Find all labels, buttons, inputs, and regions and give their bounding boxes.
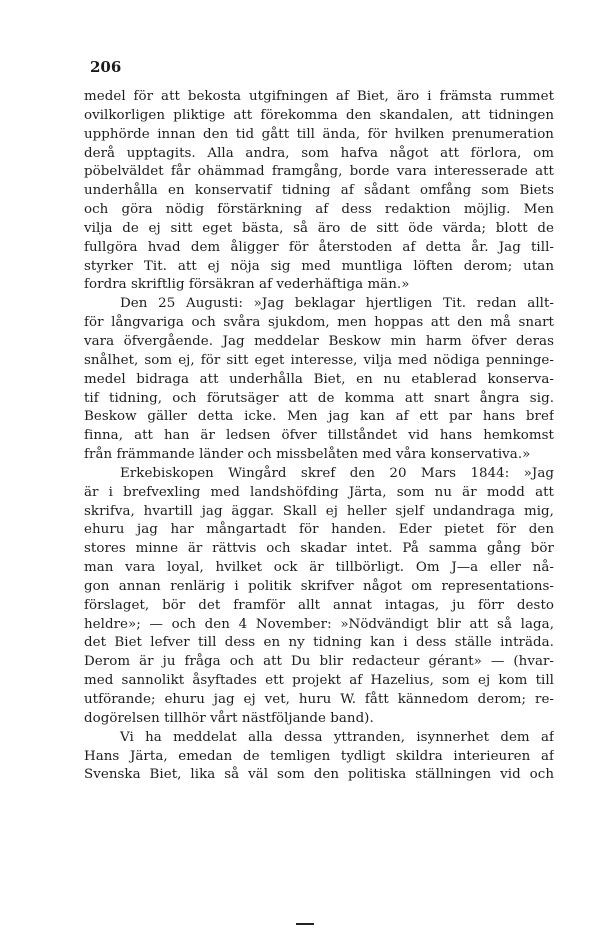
text-line: derå upptagits. Alla andra, som hafva något att förlora, om — [84, 145, 554, 161]
text-line: man vara loyal, hvilket ock är tillbörligt. Om J—a eller nå- — [84, 560, 554, 576]
text-line: ovilkorligen pliktige att förekomma den skandalen, att tidningen — [84, 107, 554, 123]
text-line: Vi ha meddelat alla dessa yttranden, isynnerhet dem af — [120, 729, 554, 745]
text-line: Svenska Biet, lika så väl som den politiska ställningen vid och — [84, 767, 554, 783]
text-line: det Biet lefver till dess en ny tidning kan i dess ställe inträda. — [84, 635, 554, 651]
body-text — [84, 88, 554, 785]
text-line: skrifva, hvartill jag äggar. Skall ej heller sjelf undandraga mig, — [84, 503, 554, 519]
text-line: underhålla en konservatif tidning af sådant omfång som Biets — [84, 183, 554, 199]
text-line: heldre»; — och den 4 November: »Nödvändigt blir att så laga, — [84, 616, 554, 632]
text-line: gon annan renlärig i politik skrifver något om representations- — [84, 578, 554, 594]
text-line: tif tidning, och förutsäger att de komma att snart ångra sig. — [84, 390, 554, 406]
page-number: 206 — [90, 58, 122, 76]
text-line: medel för att bekosta utgifningen af Biet, äro i främsta rummet — [84, 89, 554, 104]
text-line: stores minne är rättvis och skadar intet. På samma gång bör — [84, 541, 554, 557]
text-line: Beskow gäller detta icke. Men jag kan af ett par hans bref — [84, 409, 554, 425]
text-line: vilja de ej sitt eget bästa, så äro de sitt öde värda; blott de — [84, 220, 554, 236]
text-line: är i brefvexling med landshöfding Järta, som nu är modd att — [84, 484, 554, 500]
text-line: Den 25 Augusti: »Jag beklagar hjertligen Tit. redan allt- — [120, 296, 554, 312]
text-line: med sannolikt åsyftades ett projekt af Hazelius, som ej kom till — [84, 673, 554, 689]
text-line: upphörde innan den tid gått till ända, för hvilken prenumeration — [84, 126, 554, 142]
text-line: och göra nödig förstärkning af dess redaktion möjlig. Men — [84, 202, 554, 218]
text-line: pöbelväldet får ohämmad framgång, borde vara interesserade att — [84, 164, 554, 180]
text-line: från främmande länder och missbelåten med våra konservativa.» — [84, 447, 531, 463]
text-line: styrker Tit. att ej nöja sig med muntliga löften derom; utan — [84, 258, 554, 274]
text-line: dogörelsen tillhör vårt nästföljande band). — [84, 710, 374, 726]
text-line: utförande; ehuru jag ej vet, huru W. fått kännedom derom; re- — [84, 692, 554, 707]
text-line: vara öfvergående. Jag meddelar Beskow min harm öfver deras — [84, 333, 554, 349]
text-line: finna, att han är ledsen öfver tillståndet vid hans hemkomst — [84, 428, 554, 444]
text-line: fordra skriftlig försäkran af vederhäftiga män.» — [84, 277, 410, 293]
text-line: Erkebiskopen Wingård skref den 20 Mars 1844: »Jag — [120, 465, 554, 481]
text-line: förslaget, bör det framför allt annat intagas, ju förr desto — [84, 597, 554, 613]
text-line: medel bidraga att underhålla Biet, en nu etablerad konserva- — [84, 371, 554, 387]
text-line: Hans Järta, emedan de temligen tydligt skildra interieuren af — [84, 748, 554, 764]
text-line: fullgöra hvad dem åligger för återstoden af detta år. Jag till- — [84, 239, 554, 255]
text-line: för långvariga och svåra sjukdom, men hoppas att den må snart — [84, 315, 554, 331]
text-line: ehuru jag har mångartadt för handen. Eder pietet för den — [84, 522, 554, 538]
text-line: Derom är ju fråga och att Du blir redacteur gérant» — (hvar- — [84, 654, 554, 670]
footer-rule — [296, 923, 314, 925]
text-line: snålhet, som ej, för sitt eget interesse, vilja med nödiga penninge- — [84, 352, 554, 368]
